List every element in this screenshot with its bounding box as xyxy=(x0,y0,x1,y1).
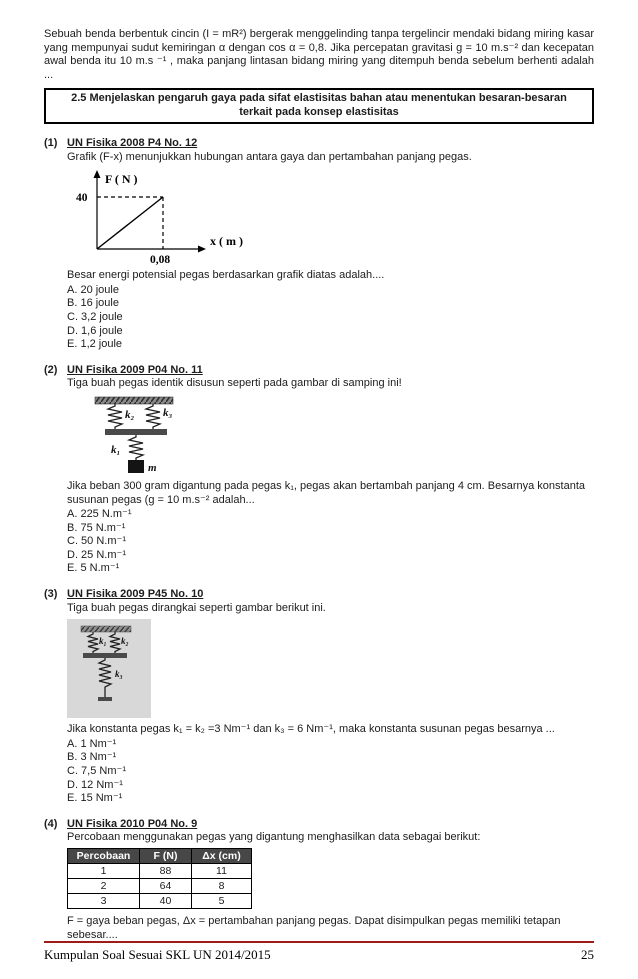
question-3-text: Jika konstanta pegas k₁ = k₂ =3 Nm⁻¹ dan k₃ = 6 Nm⁻¹, maka konstanta susunan pegas besarnya ... xyxy=(67,723,555,736)
question-2-content xyxy=(67,364,594,576)
table-row xyxy=(68,879,252,894)
graph-y-axis-label: F ( N ) xyxy=(105,172,138,187)
connector-bar xyxy=(105,429,167,435)
graph-y-arrow xyxy=(94,170,101,178)
question-3-content xyxy=(67,588,594,806)
table-cell: 1 xyxy=(68,864,140,879)
label-k1: k₁ xyxy=(111,443,121,456)
graph-y-value: 40 xyxy=(76,192,88,205)
table-header-cell: F (N) xyxy=(140,849,192,864)
question-4-number: (4) xyxy=(44,817,58,830)
question-4-closing: F = gaya beban pegas, Δx = pertambahan panjang pegas. Dapat disimpulkan pegas memiliki tetapan sebesar.... xyxy=(67,915,561,941)
label-k2: k₂ xyxy=(121,636,129,647)
option-c: C. 7,5 Nm⁻¹ xyxy=(67,765,126,778)
question-4 xyxy=(44,818,594,942)
table-cell: 2 xyxy=(68,879,140,894)
intro-paragraph: Sebuah benda berbentuk cincin (I = mR²) bergerak menggelinding tanpa tergelincir mendaki bidang miring kasar yang mempunyai sudut kemiringan α dengan cos α = 0,8. Jika percepatan gravitasi g = 10 m.s⁻² dan kecepatan awal benda itu 10 m.s ⁻¹ , maka panjang lintasan bidang miring yang ditempuh benda sebelum berhenti adalah ... xyxy=(44,28,594,81)
question-3-options xyxy=(67,738,594,806)
question-3-source: UN Fisika 2009 P45 No. 10 xyxy=(67,588,204,601)
section-header-text: 2.5 Menjelaskan pengaruh gaya pada sifat elastisitas bahan atau menentukan besaran-besaran terkait pada konsep elastisitas xyxy=(71,92,567,119)
table-header-cell: Δx (cm) xyxy=(192,849,252,864)
option-b: B. 3 Nm⁻¹ xyxy=(67,751,117,764)
option-e: E. 1,2 joule xyxy=(67,338,123,351)
graph-x-arrow xyxy=(198,246,206,253)
force-extension-graph xyxy=(69,167,289,267)
table-row xyxy=(68,894,252,909)
table-row xyxy=(68,864,252,879)
ceiling-bar xyxy=(95,397,173,404)
question-1-text: Besar energi potensial pegas berdasarkan grafik diatas adalah.... xyxy=(67,269,385,282)
table-cell: 11 xyxy=(192,864,252,879)
label-k3: k₃ xyxy=(115,669,123,680)
question-3-prompt: Tiga buah pegas dirangkai seperti gambar berikut ini. xyxy=(67,601,326,614)
option-b: B. 75 N.m⁻¹ xyxy=(67,521,126,534)
page-footer xyxy=(44,941,594,963)
table-cell: 3 xyxy=(68,894,140,909)
question-3 xyxy=(44,588,594,806)
spring-k3 xyxy=(146,404,160,429)
question-2-options xyxy=(67,508,594,576)
question-2-number: (2) xyxy=(44,363,58,376)
table-cell: 5 xyxy=(192,894,252,909)
graph-force-line xyxy=(97,197,163,249)
springs-diagram xyxy=(81,395,201,477)
question-4-prompt: Percobaan menggunakan pegas yang digantung menghasilkan data sebagai berikut: xyxy=(67,831,481,844)
graph-x-value: 0,08 xyxy=(150,254,171,267)
spring-k1 xyxy=(129,435,143,460)
mass-block xyxy=(128,460,144,473)
label-k2: k₂ xyxy=(125,408,135,421)
question-2-prompt: Tiga buah pegas identik disusun seperti pada gambar di samping ini! xyxy=(67,377,402,390)
question-2 xyxy=(44,364,594,576)
option-a: A. 1 Nm⁻¹ xyxy=(67,737,117,750)
table-cell: 8 xyxy=(192,879,252,894)
footer-row xyxy=(44,947,594,963)
option-a: A. 20 joule xyxy=(67,283,119,296)
option-c: C. 50 N.m⁻¹ xyxy=(67,535,126,548)
footer-rule xyxy=(44,941,594,943)
question-4-source: UN Fisika 2010 P04 No. 9 xyxy=(67,817,198,830)
label-mass: m xyxy=(148,461,157,474)
question-1-number: (1) xyxy=(44,136,58,149)
hanger-bar xyxy=(98,697,112,701)
experiment-data-table xyxy=(67,848,252,909)
springs-diagram-2 xyxy=(69,621,149,713)
spring-k1 xyxy=(88,632,98,653)
table-header-cell: Percobaan xyxy=(68,849,140,864)
option-d: D. 1,6 joule xyxy=(67,324,123,337)
option-c: C. 3,2 joule xyxy=(67,310,123,323)
question-3-number: (3) xyxy=(44,588,58,601)
table-cell: 88 xyxy=(140,864,192,879)
question-1-source: UN Fisika 2008 P4 No. 12 xyxy=(67,136,198,149)
option-e: E. 5 N.m⁻¹ xyxy=(67,562,120,575)
table-cell: 40 xyxy=(140,894,192,909)
option-e: E. 15 Nm⁻¹ xyxy=(67,792,123,805)
springs-image xyxy=(67,619,151,718)
spring-k2 xyxy=(110,632,120,653)
spring-k3 xyxy=(99,658,111,689)
ceiling-bar xyxy=(81,626,131,632)
question-1 xyxy=(44,137,594,352)
question-1-options xyxy=(67,284,594,352)
footer-title: Kumpulan Soal Sesuai SKL UN 2014/2015 xyxy=(44,947,271,962)
connector-bar xyxy=(83,653,127,658)
footer-page-number: 25 xyxy=(581,947,594,962)
spring-k2 xyxy=(108,404,122,429)
label-k3: k₃ xyxy=(163,406,173,419)
option-d: D. 25 N.m⁻¹ xyxy=(67,548,126,561)
question-2-source: UN Fisika 2009 P04 No. 11 xyxy=(67,363,203,376)
section-header-box xyxy=(44,88,594,124)
table-header-row xyxy=(68,849,252,864)
option-a: A. 225 N.m⁻¹ xyxy=(67,508,132,521)
graph-x-axis-label: x ( m ) xyxy=(210,234,243,249)
table-cell: 64 xyxy=(140,879,192,894)
option-b: B. 16 joule xyxy=(67,297,119,310)
question-1-prompt: Grafik (F-x) menunjukkan hubungan antara gaya dan pertambahan panjang pegas. xyxy=(67,150,472,163)
option-d: D. 12 Nm⁻¹ xyxy=(67,778,123,791)
question-4-content xyxy=(67,818,594,942)
label-k1: k₁ xyxy=(99,636,107,647)
question-2-text: Jika beban 300 gram digantung pada pegas k₁, pegas akan bertambah panjang 4 cm. Besarnya konstanta susunan pegas (g = 10 m.s⁻² adalah... xyxy=(67,479,586,506)
question-1-content xyxy=(67,137,594,352)
